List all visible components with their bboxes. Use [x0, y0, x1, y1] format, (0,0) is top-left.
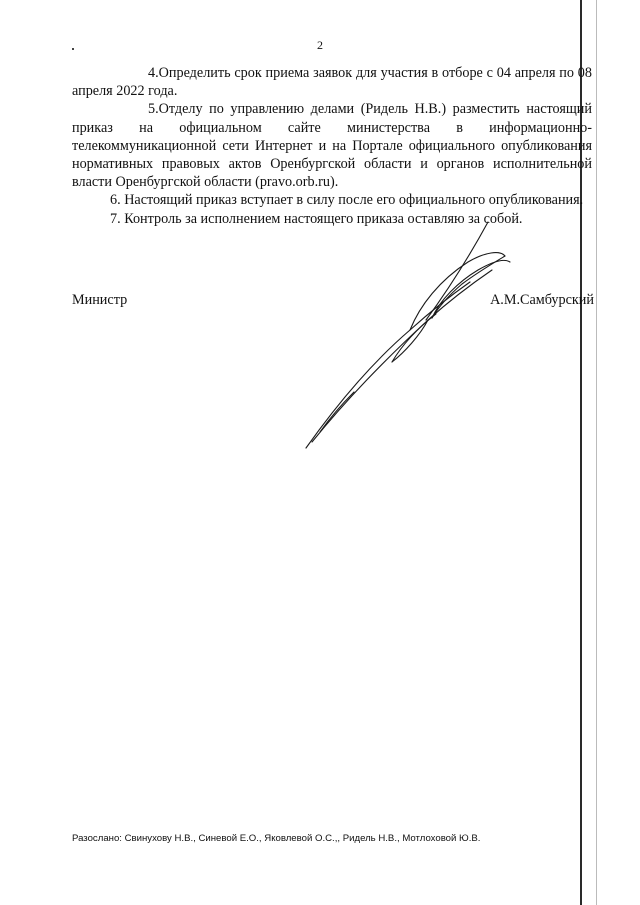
- paragraph-5: [72, 100, 592, 191]
- paragraph-text: Настоящий приказ вступает в силу после его официального опубликования.: [124, 192, 584, 209]
- signature-block: [72, 292, 594, 309]
- paragraph-7: [72, 210, 592, 228]
- paragraph-4: [72, 64, 592, 100]
- distribution-list: Разослано: Свинухову Н.В., Синевой Е.О., Яковлевой О.С.,, Ридель Н.В., Мотлоховой Ю.В.: [72, 833, 481, 844]
- paragraph-text: Контроль за исполнением настоящего приказа оставляю за собой.: [124, 210, 523, 227]
- paragraph-number: 5.: [148, 101, 159, 118]
- paragraph-number: 7.: [110, 210, 121, 227]
- paragraph-number: 4.: [148, 65, 159, 81]
- scan-edge-shadow: [596, 0, 597, 905]
- paragraph-number: 6.: [110, 192, 121, 209]
- signatory-title: Министр: [72, 292, 128, 308]
- signatory-name: А.М.Самбурский: [490, 292, 594, 308]
- document-body: [72, 64, 592, 228]
- paragraph-text: Отделу по управлению делами (Ридель Н.В.) разместить настоящий приказ на официальном сайте министерства в информационно-телекоммуникационной сети Интернет и на Портале официального опубликования нормативных правовых актов Оренбургской области и органов исполнительной власти Оренбургской области (pravo.orb.ru).: [72, 101, 592, 191]
- paragraph-6: [72, 191, 592, 209]
- paragraph-text: Определить срок приема заявок для участия в отборе с 04 апреля по 08 апреля 2022 года.: [72, 65, 592, 100]
- page-number: 2: [317, 38, 323, 52]
